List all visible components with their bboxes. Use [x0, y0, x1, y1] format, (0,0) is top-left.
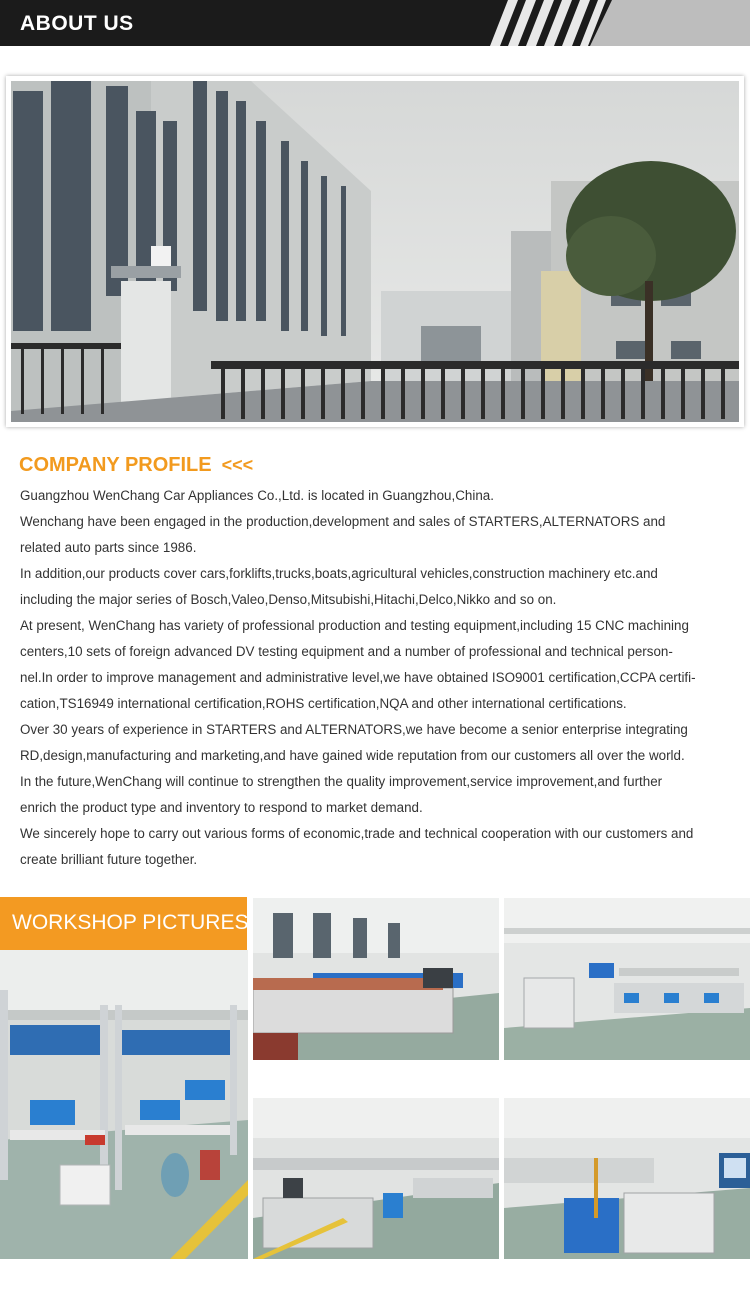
- factory-photo-frame: [6, 76, 744, 427]
- company-profile-heading: [19, 454, 253, 477]
- profile-line: We sincerely hope to carry out various forms of economic,trade and technical cooperation with our customers and: [20, 826, 694, 841]
- profile-line: In addition,our products cover cars,forklifts,trucks,boats,agricultural vehicles,construction machinery etc.and: [20, 566, 658, 581]
- workshop-photo-1: [0, 950, 248, 1259]
- header-stripes-decoration: [0, 0, 750, 46]
- profile-line: nel.In order to improve management and administrative level,we have obtained ISO9001 certification,CCPA certifi-: [20, 670, 696, 685]
- factory-building-photo: [11, 81, 739, 422]
- workshop-photo-2: [253, 898, 499, 1060]
- heading-arrows: <<<: [221, 455, 254, 475]
- profile-line: create brilliant future together.: [20, 852, 198, 867]
- profile-line: At present, WenChang has variety of professional production and testing equipment,including 15 CNC machining: [20, 618, 689, 633]
- header-title: ABOUT US: [20, 12, 134, 35]
- workshop-photo-5: [504, 1098, 750, 1259]
- company-profile-text: [20, 483, 735, 873]
- profile-line: RD,design,manufacturing and marketing,and have gained wide reputation from our customers all over the world.: [20, 748, 685, 763]
- about-us-header: [0, 0, 750, 46]
- company-profile-title: COMPANY PROFILE: [19, 454, 212, 476]
- profile-line: cation,TS16949 international certification,ROHS certification,NQA and other international certifications.: [20, 696, 627, 711]
- profile-line: enrich the product type and inventory to respond to market demand.: [20, 800, 423, 815]
- profile-line: Wenchang have been engaged in the production,development and sales of STARTERS,ALTERNATORS and: [20, 514, 666, 529]
- profile-line: including the major series of Bosch,Valeo,Denso,Mitsubishi,Hitachi,Delco,Nikko and so on.: [20, 592, 557, 607]
- workshop-photo-3: [504, 898, 750, 1060]
- workshop-photo-4: [253, 1098, 499, 1259]
- profile-line: related auto parts since 1986.: [20, 540, 197, 555]
- profile-line: centers,10 sets of foreign advanced DV testing equipment and a number of professional and technical person-: [20, 644, 673, 659]
- workshop-pictures-title: WORKSHOP PICTURES: [12, 911, 249, 934]
- profile-line: Guangzhou WenChang Car Appliances Co.,Ltd. is located in Guangzhou,China.: [20, 488, 494, 503]
- profile-line: Over 30 years of experience in STARTERS and ALTERNATORS,we have become a senior enterprise integrating: [20, 722, 688, 737]
- profile-line: In the future,WenChang will continue to strengthen the quality improvement,service improvement,and further: [20, 774, 663, 789]
- workshop-pictures-label: [0, 897, 247, 950]
